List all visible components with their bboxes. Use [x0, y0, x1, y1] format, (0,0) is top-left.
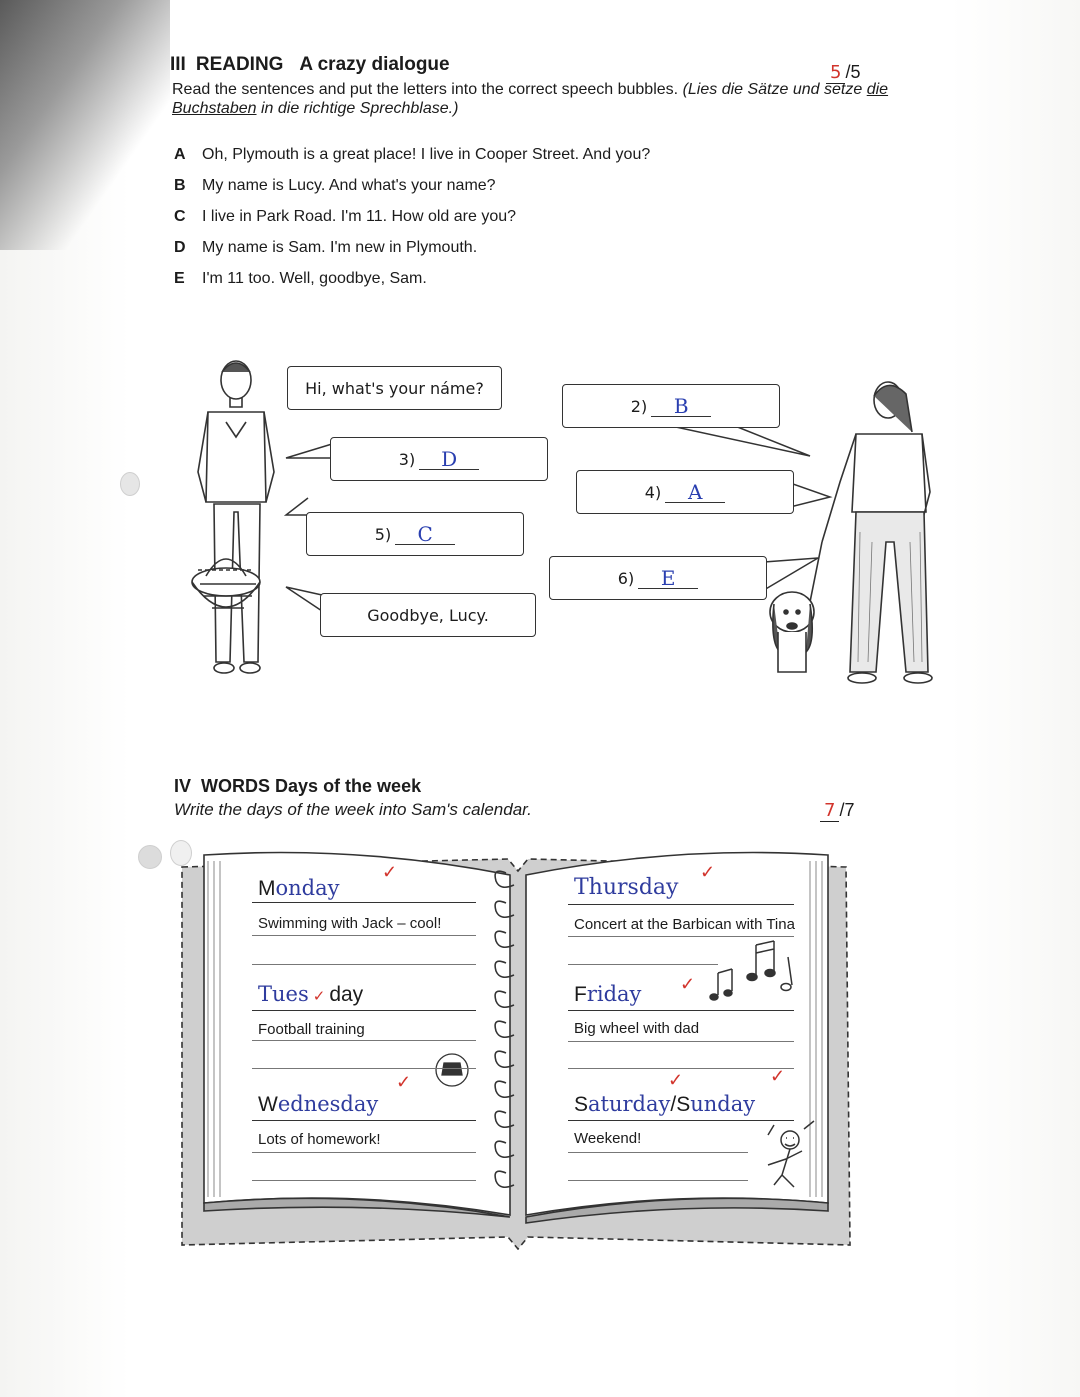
- handwritten-answer[interactable]: Thursday: [574, 875, 679, 900]
- sentence-text: My name is Lucy. And what's your name?: [202, 177, 496, 194]
- calendar-notebook: [178, 845, 854, 1250]
- day-thursday: [574, 874, 678, 900]
- speech-bubble-2: [562, 384, 780, 428]
- ruled-line: [252, 1040, 476, 1041]
- handwritten-answer[interactable]: unday: [690, 1092, 756, 1116]
- bubble-tail-right: [790, 475, 834, 515]
- punch-hole: [120, 472, 140, 496]
- section-title: WORDS: [201, 776, 271, 796]
- score-max: /5: [845, 62, 861, 82]
- bubble-text: Hi, what's your náme?: [305, 378, 484, 398]
- printed-letter: S: [676, 1093, 691, 1116]
- handwritten-answer[interactable]: onday: [275, 876, 340, 900]
- check-mark: ✓: [312, 988, 326, 1005]
- sentence-letter: B: [174, 177, 186, 194]
- day-line: [252, 1120, 476, 1121]
- bubble-number: 3): [398, 449, 416, 469]
- ruled-line: [568, 964, 718, 965]
- sentence-letter: C: [174, 208, 186, 225]
- words-score: [820, 800, 854, 821]
- sentence-e: [174, 270, 427, 288]
- printed-suffix: day: [329, 983, 364, 1006]
- section-number: IV: [174, 776, 192, 796]
- printed-letter: S: [574, 1093, 589, 1116]
- day-line: [568, 1120, 794, 1121]
- sentence-letter: A: [174, 146, 186, 163]
- day-friday: [574, 982, 641, 1007]
- day-line: [252, 1010, 476, 1011]
- day-saturday-sunday: [574, 1092, 755, 1117]
- speech-bubble-1: [287, 366, 502, 410]
- speech-bubble-3: [330, 437, 548, 481]
- sentence-a: [174, 146, 650, 164]
- handwritten-answer[interactable]: ednesday: [277, 1092, 379, 1116]
- section-subtitle: Days of the week: [275, 776, 422, 796]
- scan-shadow: [0, 0, 170, 250]
- sentence-d: [174, 239, 477, 257]
- sentence-text: I live in Park Road. I'm 11. How old are you?: [202, 208, 517, 225]
- score-max: /7: [839, 800, 855, 820]
- entry-wednesday: Lots of homework!: [258, 1131, 381, 1148]
- ruled-line: [568, 936, 794, 937]
- ruled-line: [252, 1068, 476, 1069]
- words-instruction: Write the days of the week into Sam's calendar.: [174, 800, 532, 819]
- day-monday: [258, 876, 340, 901]
- bubble-number: 2): [630, 396, 648, 416]
- ruled-line: [568, 1068, 794, 1069]
- sentence-letter: D: [174, 239, 186, 256]
- entry-thursday: Concert at the Barbican with Tina: [574, 916, 795, 933]
- answer-blank[interactable]: A: [665, 482, 725, 503]
- bubble-tail-right: [762, 556, 822, 606]
- ruled-line: [252, 1180, 476, 1181]
- printed-letter: W: [258, 1093, 278, 1116]
- entry-monday: Swimming with Jack – cool!: [258, 915, 442, 932]
- section-subtitle: A crazy dialogue: [299, 54, 450, 75]
- answer-blank[interactable]: B: [651, 396, 711, 417]
- entry-weekend: Weekend!: [574, 1130, 642, 1147]
- entry-friday: Big wheel with dad: [574, 1020, 700, 1037]
- day-line: [252, 902, 476, 903]
- score-got: 5: [826, 62, 845, 84]
- reading-instruction: [172, 80, 892, 118]
- day-wednesday: [258, 1092, 378, 1117]
- answer-blank[interactable]: D: [419, 449, 479, 470]
- answer-blank[interactable]: C: [395, 524, 455, 545]
- instruction-de: setze: [824, 81, 863, 98]
- score-got: 7: [820, 800, 839, 822]
- entry-tuesday: Football training: [258, 1021, 365, 1038]
- instruction-de: (Lies die Sätze und: [682, 81, 820, 98]
- handwritten-answer[interactable]: aturday: [588, 1092, 671, 1116]
- check-mark: ✓: [680, 974, 696, 994]
- speech-bubble-6: [549, 556, 767, 600]
- check-mark: ✓: [668, 1070, 684, 1090]
- ruled-line: [252, 1152, 476, 1153]
- speech-bubble-5: [306, 512, 524, 556]
- boy-sam-illustration: [186, 352, 286, 682]
- instruction-de: in die richtige Sprechblase.): [260, 100, 459, 117]
- ruled-line: [568, 1180, 748, 1181]
- bubble-number: 5): [374, 524, 392, 544]
- handwritten-answer[interactable]: riday: [586, 982, 642, 1006]
- bubble-text: Goodbye, Lucy.: [367, 605, 489, 625]
- sentence-b: [174, 177, 496, 195]
- ruled-line: [252, 935, 476, 936]
- ruled-line: [568, 1041, 794, 1042]
- day-tuesday: [258, 982, 363, 1007]
- bubble-number: 4): [644, 482, 662, 502]
- handwritten-answer[interactable]: Tues: [258, 982, 309, 1006]
- speech-bubble-4: [576, 470, 794, 514]
- bubble-number: 6): [617, 568, 635, 588]
- sentence-letter: E: [174, 270, 185, 287]
- football-doodle: [436, 1054, 468, 1086]
- speech-bubble-7: [320, 593, 536, 637]
- check-mark: ✓: [700, 862, 716, 882]
- instruction-en: Read the sentences and put the letters into the correct speech bubbles.: [172, 81, 679, 98]
- printed-letter: F: [574, 983, 587, 1006]
- sentence-text: Oh, Plymouth is a great place! I live in Cooper Street. And you?: [202, 146, 651, 163]
- sentence-text: I'm 11 too. Well, goodbye, Sam.: [202, 270, 427, 287]
- ruled-line: [252, 964, 476, 965]
- check-mark: ✓: [396, 1072, 412, 1092]
- separator: /: [670, 1093, 677, 1116]
- printed-letter: M: [258, 877, 276, 900]
- ruled-line: [568, 1152, 748, 1153]
- check-mark: ✓: [770, 1066, 786, 1086]
- sentence-c: [174, 208, 516, 226]
- sentence-text: My name is Sam. I'm new in Plymouth.: [202, 239, 478, 256]
- section-number: III: [170, 54, 186, 75]
- section-title: READING: [195, 54, 284, 75]
- words-heading: [174, 776, 421, 797]
- punch-hole: [138, 845, 162, 869]
- reading-heading: [170, 54, 450, 76]
- day-line: [568, 1010, 794, 1011]
- answer-blank[interactable]: E: [638, 568, 698, 589]
- check-mark: ✓: [382, 862, 398, 882]
- instruction-de-underlined: die Buchstaben: [172, 81, 889, 117]
- day-line: [568, 904, 794, 905]
